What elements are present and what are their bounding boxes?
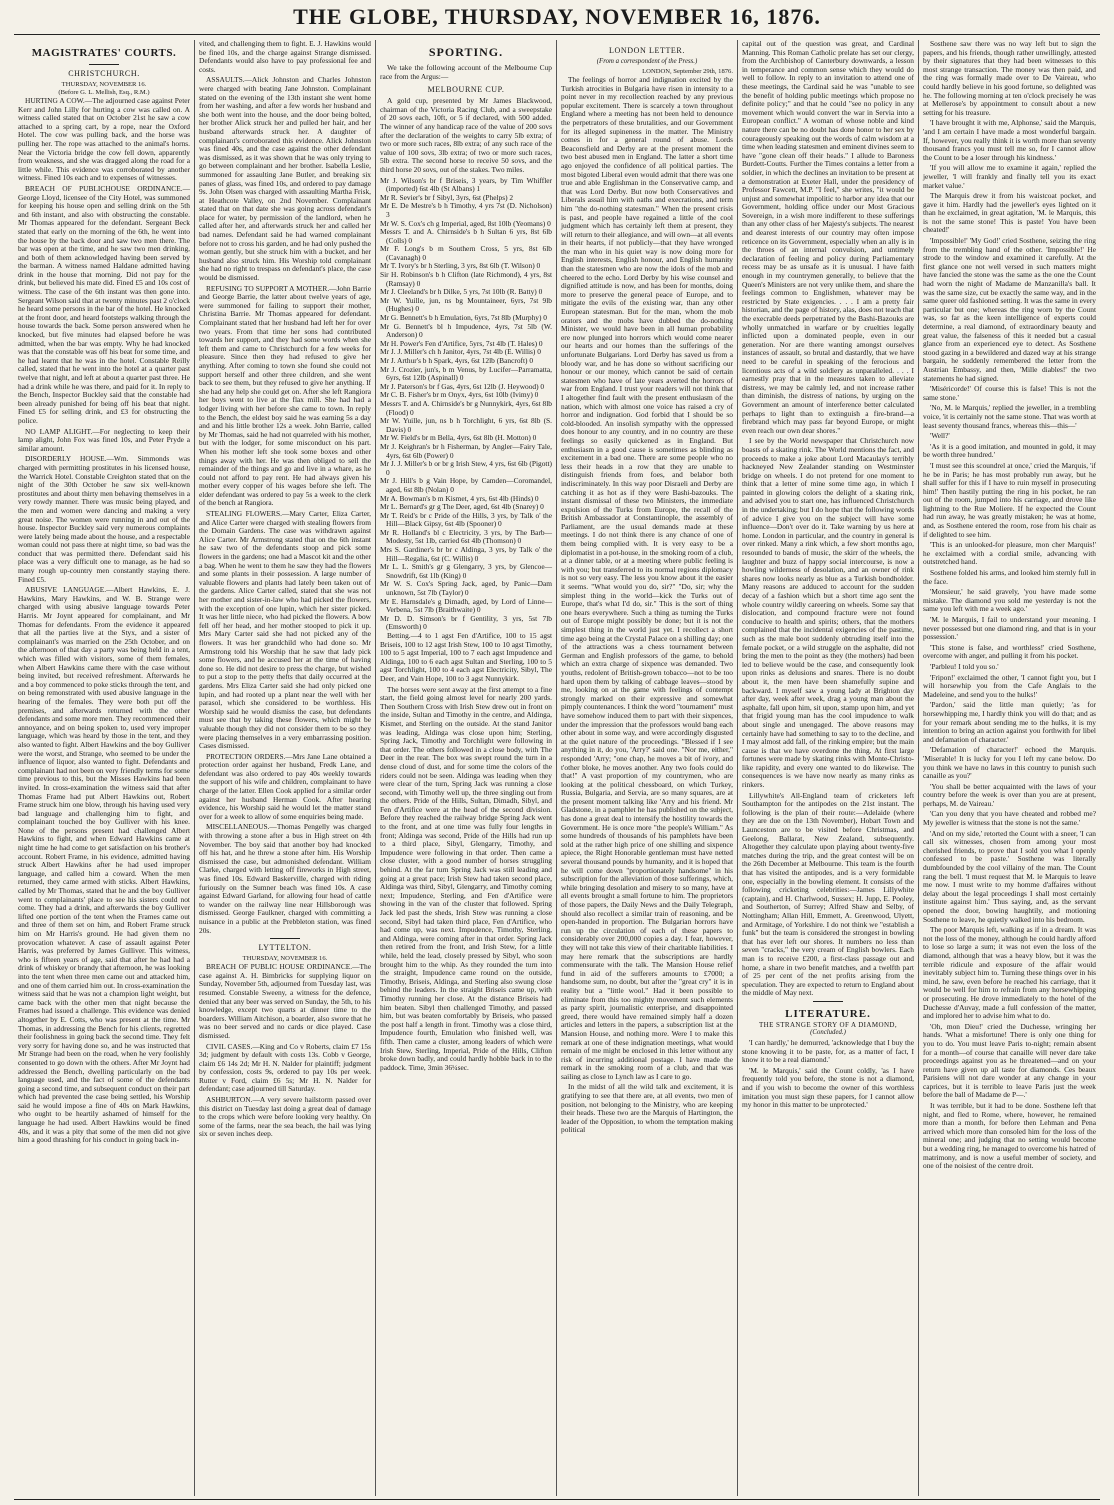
protection-orders-report: PROTECTION ORDERS.—Mrs Jane Lane obtained a protection order against her husband, Fredk Lane, and defendant was also ordered to pay 40s weekly towards the support of his wife and children, complainant to have charge of the latter. Ellen Cook applied for a similar order against her husband Herman Cook. After hearing evidence, his Worship said he would let the matter stand over for a week to allow of some enquiries being made. bbox=[199, 751, 371, 821]
story-paragraph: Sosthene folded his arms, and looked him sternly full in the face. bbox=[923, 568, 1096, 586]
london-letter-dateline: LONDON, September 29th, 1876. bbox=[642, 68, 733, 75]
race-entries-list bbox=[380, 177, 552, 632]
story-paragraph: The Marquis drew it from his waistcoat pocket, and gave it him. Hardly had the jeweller's eyes lighted on it than he exclaimed, in great agitation, 'M. le Marquis, this is not the same stone! This is paste! You have been cheated!' bbox=[923, 191, 1096, 235]
divider bbox=[813, 1001, 843, 1002]
story-paragraph: 'Well?' bbox=[930, 431, 950, 441]
miscellaneous-report: MISCELLANEOUS.—Thomas Pengelly was charged with throwing a stone after a bus in High street on 4th November. The boy said that another boy had knocked off his hat, and he threw a stone after him. His Worship dismissed the case, but admonished defendant. William Clarke, charged with letting off fireworks in High street, was fined 10s. Edward Baskerville, charged with riding furiously on the Sumner beach was fined 10s. A case against Edward Garland, for allowing four head of cattle to wander on the railway line near Hillsborough was dismissed. George Faulkner, charged with committing a nuisance in a public at the Prebbleton station, was fined 20s. bbox=[199, 822, 371, 935]
divider bbox=[270, 938, 300, 939]
lyttelton-breach-report: BREACH OF PUBLIC HOUSE ORDINANCE.—The case against A. H. Bimbricks for supplying liquor on Sunday, November 5th, adjourned from Tuesday last, was resumed. Constable Sweeny, a witness for the defence, denied that any beer was served on Sunday, the 5th, to his knowledge, except two quarts at dinner time to the boarders. William Aitchison, a boarder, also swore that he was no beer served and no cards or dice played. Case dismissed. bbox=[199, 962, 371, 1040]
race-entry: Mr L. Bernard's gr g The Deer, aged, 6st 4lb (Snarey) 0 bbox=[380, 502, 544, 512]
london-letter-body-2: In the midst of all the wild talk and excitement, it is gratifying to see that there are, at all events, two men of position, not belonging to the Ministry, who are keeping their heads. These two are the Marquis of Hartington, the leader of the Opposition, to whom the temptation making political bbox=[561, 1082, 733, 1135]
race-entry: Mr E. Harnsdale's g Dimadh, aged, by Lord of Linne—Verbena, 5st 7lb (Braithwaite) 0 bbox=[380, 596, 552, 615]
race-entry: Mr R. Sevier's br f Sibyl, 3yrs, 6st (Phelps) 2 bbox=[380, 192, 514, 202]
melbourne-cup-heading: MELBOURNE CUP. bbox=[427, 85, 505, 95]
race-entry: Mr T. Reid's br c Pride of the Hills, 3 yrs, by Talk o' the Hill—Black Gipsy, 6st 4lb (Spooner) 0 bbox=[380, 510, 552, 529]
column-6 bbox=[919, 40, 1100, 1496]
race-entry: Mr J. J. Miller's ch h Janitor, 4yrs, 7st 4lb (E. Willis) 0 bbox=[380, 347, 541, 357]
story-paragraph: 'Parbleu! I told you so.' bbox=[930, 661, 999, 671]
story-paragraph: 'I can hardly,' he demurred, 'acknowledge that I buy the stone knowing it to be paste, for, as a matter of fact, I know it to be a real diamond.' bbox=[742, 1038, 914, 1065]
race-entry: Mr G. Bennett's bl h Impudence, 4yrs, 7st 5lb (W. Anderson) 0 bbox=[380, 321, 552, 340]
column-4 bbox=[557, 40, 738, 1496]
publichouse-breach-report: BREACH OF PUBLICHOUSE ORDINANCE.—George Lloyd, licensee of the City Hotel, was summoned for keeping his house open and selling drink on the 5th and 6th instant, and also with obstructing the constable. Mr Thomas appeared for the defendant. Sergeant Beck stated that early on the morning of the 6th, he went into the house by the back door and saw two men there. The bar was open at the time, and he saw two men drinking, and both of them acknowledged having been served by the barman. A witness named Haldane admitted having drink in the house that morning. Did not pay for the drink, but believed his mate did. Fined £5 and 10s cost of witness. The case of the 6th instant was then gone into. Sergeant Wilson said that at twenty minutes past 2 o'clock he heard some persons in the bar of the hotel. He knocked at the front door, and heard footsteps walking through the house towards the back. Some person answered when he knocked, but five minutes had elapsed before he was admitted, when the bar was empty. Why he had knocked was that the constable was off his beat for some time, and he had learnt that he was in the hotel. Constable Reilly called, stated that he went into the hotel at a quarter past twelve that night, and left at about a quarter past three. He had a drink while he was there, and paid for it. In reply to the Bench, Inspector Buckley said that the constable had been already punished for being off his beat that night. Fined £5 for selling drink, and £3 for obstructing the police. bbox=[18, 183, 190, 425]
race-entry: Mr C. B. Fisher's br m Onyx, 4yrs, 6st 10lb (Ivimy) 0 bbox=[380, 390, 539, 400]
story-paragraph: 'Defamation of character!' echoed the Marquis. 'Miserable! It is lucky for you I left my cane below. Do you think we have no laws in this country to punish such canaille as you?' bbox=[923, 745, 1096, 781]
story-paragraph: Sosthene saw there was no way left but to sign the papers, and his friends, though rather unwillingly, attested by their signatures that they had been witnesses to this most strange transaction. The money was then paid, and the ring was formally made over to De Vaireau, who could hardly believe in his good fortune, so delighted was he. The following morning at ten o'clock precisely he was at Mellerose's by appointment to consult about a new setting for his treasure. bbox=[923, 40, 1096, 117]
story-concluded-note: (Concluded.) bbox=[810, 1029, 846, 1037]
disorderly-house-report: DISORDERLY HOUSE.—Wm. Simmonds was charged with permitting prostitutes in his licensed house, the Warrick Hotel. Constable Creighton stated that on the night of the 30th October he saw six well-known prostitutes and about thirty men behaving themselves in a very rowdy manner. There was music being played, and the men and women were dancing and making a very great noise. The women were running in and out of the house. Inspector Buckley said very numerous complaints were lately being made about the house, and a respectable woman could not pass there at night time, so bad was the conduct that was permitted there. Defendant said his place was a very difficult one to manage, as he had so many rough up-country men constantly staying there. Fined £5. bbox=[18, 454, 190, 584]
london-letter-heading: LONDON LETTER. bbox=[609, 46, 685, 55]
story-paragraph: 'No, M. le Marquis,' replied the jeweller, in a trembling voice, 'it is certainly not the same stone. That was worth at least seventy thousand francs, whereas this—this—' bbox=[923, 403, 1096, 430]
story-paragraph: 'As it is a good imitation, and mounted in gold, it may be worth three hundred.' bbox=[923, 441, 1096, 460]
refusing-support-report: REFUSING TO SUPPORT A MOTHER.—John Barrie and George Barrie, the latter about twelve years of age, were summoned for failing to support their mother, Christina Barrie. Mr Thomas appeared for defendant. Complainant stated that her husband had left her for over two years. From that time her sons had contributed towards her support, and they had some words when she left them and came to Christchurch for a few weeks for pleasure. Since then they had refused to give her anything. After coming to town she found she could not support herself and other three children, and she went back to see them, but they refused to give her anything. If she had any help she could get on. After she left Rangiora her boys went to live at the flax mill. She had had a lodger living with her before she came to town. In reply to the Bench, the eldest boy said he was earning 5s a day and and his little brother 12s a week. John Barrie, called by Mr Thomas, said he had not quarreled with his mother, but with the lodger, for some misconduct on his part. When his mother left she took some boxes and other things away with her. He was then obliged to sell the remainder of the things and go and live in a whare, as he could not afford to pay rent. He had always given his mother every copper of his wages before she left. The elder defendant was ordered to pay 5s a week to the clerk of the bench at Rangiora. bbox=[199, 283, 371, 508]
column-1 bbox=[14, 40, 195, 1496]
christchurch-place: CHRISTCHURCH. bbox=[68, 69, 140, 78]
race-entry: Mr W. Yuille, jun, ns b h Torchlight, 6 yrs, 6st 8lb (S. Davis) 0 bbox=[380, 416, 552, 434]
race-entry: Mrs S. Gardiner's br br c Aldinga, 3 yrs, by Talk o' the Hill—Regalia, 6st (C. Willis) 0 bbox=[380, 545, 552, 563]
no-lamp-report: NO LAMP ALIGHT.—For neglecting to keep their lamp alight, John Fox was fined 10s, and Peter Pryde a similar amount. bbox=[18, 426, 190, 453]
bottom-rule bbox=[14, 1499, 1100, 1500]
story-paragraph: 'And on my side,' retorted the Count with a sneer, 'I can call six witnesses, chosen from among your most cherished friends, to prove that I sold you what I openly confessed to be paste.' Sosthene was literally dumbfounded by the cool villainy of the man. The Count rang the bell. 'I must request that M. le Marquis to leave me now. I must write to my homme d'affaires without delay about the legal proceedings I shall most certainly institute against him.' Thus saying, and, as the servant opened the door, bowing haughtily, and motioning Sosthene to leave, he quietly walked into his bedroom. bbox=[923, 828, 1096, 924]
race-entry: Mr H. Power's Fen d'Artifice, 5yrs, 7st 4lb (T. Hales) 0 bbox=[380, 338, 543, 348]
race-entry: Mr W. S. Cox's ch g Imperial, aged, 8st 10lb (Yeomans) 0 bbox=[380, 218, 551, 228]
story-paragraph: 'M. le Marquis,' said the Count coldly, 'as I have frequently told you before, the stone is not a diamond, and if you wish to become the owner of this worthless imitation you must sign these papers, for I cannot allow my honor in this matter to be unprotected.' bbox=[742, 1065, 914, 1110]
race-entry: Mr A. Bowman's b m Kismet, 4 yrs, 6st 4lb (Hinds) 0 bbox=[380, 493, 539, 503]
column-3 bbox=[376, 40, 557, 1496]
lyttelton-place: LYTTELTON. bbox=[258, 943, 312, 953]
race-entry: Mr W. S. Cox's Spring Jack, aged, by Panic—Dam unknown, 5st 7lb (Taylor) 0 bbox=[380, 579, 552, 598]
magistrates-courts-heading: MAGISTRATES' COURTS. bbox=[31, 47, 177, 59]
divider bbox=[89, 64, 119, 65]
ashburton-report: ASHBURTON.—A very severe hailstorm passed over this district on Tuesday last doing a great deal of damage to the crops which were before looking very healthy. On some of the farms, near the sea beach, the hail was lying six or seven inches deep. bbox=[199, 1095, 371, 1139]
assaults-report: ASSAULTS.—Alick Johnston and Charles Johnston were charged with beating Jane Johnston. Complainant stated on the evening of the 13th instant she went home from her washing, and after a few words her husband and she both went into the house, and the door being bolted, her brother Alick struck her and pulled her hair, and her husband afterwards struck her. A daughter of complainant's corroborated this evidence. Alick Johnston was fined 40s, and the case against the other defendant was dismissed, as it was shown that he was only trying to go between complainant and her brother. Isabella Leslie, summoned for assaulting Jane Butler, and breaking six panes of glass, was fined 10s, and ordered to pay damage 9s. John Olsen was charged with assaulting Martha Frisk, at Heathcote Valley, on 2nd November. Complainant stated that on that date she was going across defendant's place for water, by permission of the landlord, when he called after her, and afterwards struck her and called her bad names. Defendant said he had warned complainant before not to cross his garden, and he had only pushed the woman gently, but she struck him with a bucket, and her husband also struck him. His Worship told complainant she had no right to trespass on defendant's place, the case would be dismissed. bbox=[199, 75, 371, 283]
story-paragraph: 'This is an unlooked-for pleasure, mon cher Marquis!' he exclaimed with a cordial smile, advancing with outstretched hand. bbox=[923, 540, 1096, 567]
race-entry: Mr D. D. Simson's br f Gentility, 3 yrs, 5st 7lb (Emsworth) 0 bbox=[380, 613, 552, 632]
race-entry: Mr J. Cleeland's br h Dilke, 5 yrs, 7st 10lb (R. Batty) 0 bbox=[380, 287, 543, 297]
story-paragraph: 'Miséricorde!' Of course this is false! This is not the same stone.' bbox=[923, 384, 1096, 402]
race-entry: Mr W. Yuille, jun, ns bg Mountaineer, 6yrs, 7st 9lb (Hughes) 0 bbox=[380, 295, 552, 314]
story-paragraph: It was terrible, but it had to be done. Sosthene left that night, and fled to Rome, where, however, he remained more than a month, for before then Lehman and Pena arrived which more than consoled him for the loss of the mineral one; and judging that no setting would become but a wedding ring, he managed to overcome his hatred of matrimony, and is now a useful member of society, and one of the noisiest of the centre droit. bbox=[923, 1101, 1096, 1171]
sporting-heading: SPORTING. bbox=[428, 45, 504, 59]
story-paragraph: 'Monsieur,' he said gravely, 'you have made some mistake. The diamond you sold me yesterday is not the same you left with me a week ago.' bbox=[923, 587, 1096, 614]
race-entry: Mr F. Long's b m Southern Cross, 5 yrs, 8st 6lb (Cavanagh) 0 bbox=[380, 244, 552, 262]
masthead-rule bbox=[14, 34, 1100, 35]
race-entry: Mr L. L. Smith's gr g Glengarry, 3 yrs, by Glencoe—Snowdrift, 6st 1lb (King) 0 bbox=[380, 562, 552, 580]
race-entry: Mr T. Ivory's br h Sterling, 3 yrs, 8st 6lb (T. Wilson) 0 bbox=[380, 261, 541, 271]
sporting-intro: We take the following account of the Melbourne Cup race from the Argus:— bbox=[380, 63, 552, 81]
betting-report: Betting.—4 to 1 agst Fen d'Artifice, 100 to 15 agst Briseis, 100 to 12 agst Irish Stew, 100 to 10 agst Timothy, 100 to 5 agst Imperial, 100 to 7 each agst Impudence and Aldinga, 100 to 6 each agst Sultan and Sterling, 100 to 5 agst Torchlight, 100 to 4 each agst Electricity, Sibyl, The Deer, and Vain Hope, 100 to 3 agst Nunnykirk. bbox=[380, 631, 552, 683]
masthead: THE GLOBE, THURSDAY, NOVEMBER 16, 1876. bbox=[293, 4, 821, 29]
story-paragraph: 'Oh, mon Dieu!' cried the Duchesse, wringing her hands. 'What a misfortune! There is only one thing for you to do. You must leave Paris to-night; remain absent for a month—of course that canaille will never dare take proceedings against you as he threatened—and on your return have given up all taste for diamonds. Ces beaux Parisiens will not dare wonder at any change in your caprices, but it is terrible to leave Paris just the week before the ball of Madame de P—.' bbox=[923, 1021, 1096, 1100]
story-paragraph: 'Pardon,' said the little man quietly; 'as for horsewhipping me, I hardly think you will do that; and as for your remark about sending me to the hulks, it is my intention to bring an action against you forthwith for libel and defamation of character.' bbox=[923, 700, 1096, 744]
cup-conditions: A gold cup, presented by Mr James Blackwood, chairman of the Victoria Racing Club, and a sweepstake of 20 sovs each, 10ft, or 5 if declared, with 500 added. The winner of any handicap race of the value of 200 sovs after the declaration of the weights to carry 5lb extra; of two or more such races, 8lb extra; of any such race of the value of 100 sovs, 3lb extra; of two or more such races, 5lb extra. The second horse to receive 50 sovs, and the third horse 20 sovs, out of the stakes. Two miles. bbox=[380, 96, 552, 174]
story-paragraph: 'You shall be better acquainted with the laws of your country before the week is over than you are at present, perhaps, M. de Vaireau.' bbox=[923, 781, 1096, 808]
race-entry: Mr J. Hill's b g Vain Hope, by Camden—Coromandel, aged, 6st 8lb (Nolan) 0 bbox=[380, 476, 552, 494]
race-entry: Messrs T. and A. Chirnside's br g Nunnykirk, 4yrs, 6st 8lb (Flood) 0 bbox=[380, 398, 552, 417]
abusive-language-report: ABUSIVE LANGUAGE.—Albert Hawkins, E. J. Hawkins, Mary Hawkins, and W. B. Strange were charged with using abusive language towards Peter Harris. Mr Joynt appeared for complainant, and Mr Thomas for defendants. From the evidence it appeared that all the parties live at the Styx, and a sister of complainant's was married on the 25th October, and on the afternoon of that day a party was being held in a tent, which was filled with visitors, some of them females, when Albert Hawkins came there with the case without being invited, but received refreshment. Afterwards he and a boy commenced to poke sticks through the tent, and on being remonstrated with used abusive language in the hearing of the females. They were both put off the premises, and afterwards returned with the other defendants and some more men. They recommenced their annoyance, and on being spoken to, used very improper language, which was heard by those in the tent, and they also wanted to fight. Albert Hawkins and the boy Gulliver were the worst, and Strange, who seemed to be under the influence of liquor, also wanted to fight. Defendants and complainant had not been on very friendly terms for some time previous to this, but the Misses Hawkins had been invited. In cross-examination the witness said that after Thomas Frame had put Albert Hawkins out, Robert Frame struck him one blow, through his having used very bad language and challenging him to fight, and complainant touched the boy Gulliver with his knee. None of the persons present had challenged Albert Hawkins to fight, and when Edward Hawkins came at night time he had come to get satisfaction on his brother's account. Robert Frame, in his evidence, admitted having struck Albert Hawkins after he had used improper language, and called him a coward. When the men returned, they came armed with sticks. Albert Hawkins, called by Mr Thomas, stated that he and the boy Gulliver went to complainants' place to see his sisters could not come. They had a drink, and afterwards the boy Gulliver lifted one portion of the tent when the Frames came out and three of them set on him, and Robert Frame struck him on Mr Harris's ground. He had given them no provocation whatever. A case of assault against Peter Harris, was preferred by James Gulliver. This witness, who is fifteen years of age, said that after he had had a drink of whiskey or brandy that afternoon, he was looking into the tent when three men came out and attacked him, and one of them carried him out. In cross-examination the witness said that he was not a champion light weight, but came back with the other men that night because the Frames had issued a challenge. This evidence was denied altogether by E. Cotts, who was present at the time. Mr Thomas, in addressing the Bench for his clients, regretted their foolishness in going back the second time. They felt very sorry for having done so, and he was instructed that Mr Strange had been on the road, when he very foolishly consented to go down with the others. After Mr Joynt had addressed the Bench, dwelling particularly on the bad language used, and the fact of some of the defendants going a second time, and subsequent conduct on their part which had prevented the case being settled, his Worship said he would impose a fine of 40s on Mark Hawkins, who ought to be heartily ashamed of himself for the language he had used. Albert Hawkins would be fined 40s, and it was a pity that some of the men did not give him a good thrashing for his conduct in going back in- bbox=[18, 585, 190, 1145]
race-entry: Mr E. De Mestre's b h Timothy, 4 yrs 7st (D. Nicholson) 3 bbox=[380, 201, 552, 219]
lyttelton-dateline: THURSDAY, NOVEMBER 16. bbox=[242, 955, 328, 963]
story-paragraph: 'This stone is false, and worthless!' cried Sosthene, overcome with anger, and pulling it from his pocket. bbox=[923, 642, 1096, 661]
london-letter-body: The feelings of horror and indignation excited by the Turkish atrocities in Bulgaria have risen in intensity to a point never in my recollection reached by any previous popular excitement. There is scarcely a town throughout England where a meeting has not been held to denounce the perpetrators of these brutalities, and our Government for its alleged supineness in the matter. The Ministry comes in for a general round of abuse. Lords Beaconsfield and Derby are at the present moment the two best abused men in England. The latter a short time ago enjoyed the confidence of all political parties. The most bigoted Liberal even would admit that there was one true and able Englishman in the Conservative camp, and that was Lord Derby. But now both Conservatives and Liberals assail him with oaths and execrations, and term him "the do-nothing statesman." When the present crisis is past, and people have regained a little of the cool judgment which has certainly left them at present, they will return to their allegiance, and will own—at all events in their hearts, if not publicly—that they have wronged the man who in his quiet way is now doing more for English interests, English honour, and English humanity than the statesmen who are now the idols of the mob and cheered to the echo. Lord Derby by his wise counsel and dignified attitude is now, and has been for months, doing more to preserve the general peace of Europe, and to mitigate the evils of the existing war, than any other European statesman. But for the man, whom the mob orators and the mobs have dubbed the do-nothing Minister, we would have been in all human probability ere now plunged into horrors which would come nearer our hearts and our homes than the sufferings of the unfortunate Bulgarians. Lord Derby has saved us from a bloody war, and he has done so without sacrificing our honour or our money, which cannot be said of certain statesmen who have of late years averted the horrors of war from England. I trust your readers will not think that I altogether find fault with the present enthusiasm of the nation, which with almost one voice has raised a cry of horror and indignation. God forbid that I should be so cold-blooded. An insolish sympathy with the oppressed does honour to any country, and in no country are these feelings so easily quickened as in England. But enthusiasm in a good cause is sometimes as blinding as excitement in a bad one. There are some people who no less their heads in a row that they are unable to distinguish friends from foes, and belabor both indiscriminately. In this way poor Disraeli and Derby are catching it as hot as if they were Bashi-bazouks. The instant dismissal of these two Ministers, the immediate expulsion of the Turks from Europe, the recall of the British Ambassador at Constantinople, the assembly of Parliament, are the usual demands made at these meetings. I do not think there is any chance of one of them being complied with. It is very easy to be a diplomatist in a pot-house, in the smoking room of a club, at a dinner table, or at a meeting where public feeling is with you; but transferred to its normal regions diplomacy is not so very easy. The less you know about it the easier it seems. "What would you do, sir?" "Do, sir; why the simplest thing in the world—kick the Turks out of Europe, that's what I'd do, sir." This is the sort of thing one hears everywhere. Such a thing as turning the Turks out of Europe might possibly be done; but it is not the simplest thing in the world just yet. I recollect a short time ago being at the Crystal Palace on a shilling day; one of the attractions was a chess tournament between German and English professors of the game, to behold which an extra charge of sixpence was demanded. Two youths, redolent of British-grown tobacco—not to be too hard upon them by talking of cabbage leaves—stood by me, looking on at the game with feelings of contempt strongly marked on their expressive and somewhat pimply countenances. I think the word "tournament" must have somehow induced them to part with their sixpences, under the impression that the professors would bang each other about in some way, and were accordingly disgusted at the quiet nature of the proceedings. "Blessed if I see anything in it, do you, 'Arry?' said one. "Nor me, either," responded 'Arry; "one chap, he moves a bit of ivory, and t'other bloke, he moves another. Any two fools could do that!" A vast proportion of my countrymen, who are looking at the political chessboard, on which Turkey, Russia, Bulgaria, and Servia, are so many squares, are at the present moment talking like 'Arry and his friend. Mr Gladstone, in a pamphlet he has published on the subject, has done a great deal to intensify the hostility towards the Government. He is once more "the people's William." As some hundreds of thousands of his pamphlets have been sold at the rather high price of one shilling and sixpence apiece, the Right Honorable gentleman must have netted several thousand pounds by humanity, and it is hoped that he will come down "proportionately handsome" in his subscription for the alleviation of those sufferings, which, while bringing desolation and misery to so many, have at all events brought a small fortune to him. The proprietors of those papers, the Daily News and the Daily Telegraph, should also recollect a similar train of reasoning, and be open-handed in proportion. The Bulgarian horrors have run up the circulation of each of these papers to considerably over 200,000 copies a day. I fear, however, they will not take this view of their charitable liabilities. I may here remark that the subscriptions are hardly commensurate with the talk. The Mansion House relief fund in aid of the sufferers amounts to £7000; a handsome sum, no doubt, but after the "great cry" it is in reality but a "little wool." Had it been possible to eliminate from this too mighty movement such elements as party spirit, journalistic enterprise, and disappointed greed, there would have remained simply half a dozen articles and letters in the papers, a subscription list at the Mansion House, and nothing more. Were I to make this remark at one of these indignation meetings, what would remain of me might be enclosed in this letter without any risk of incurring additional postage. I have made the remark in the smoking room of a club, and that was sailing as close to Lynch law as I care to go. bbox=[561, 75, 733, 1081]
story-paragraph: 'Impossible!' 'My God!' cried Sosthene, seizing the ring from the trembling hand of the other. 'Impossible!' He strode to the window and examined it carefully. At the first glance one not well versed in such matters might have fancied the stone was the same as the one the Count had worn the night of Madame de Manzanilla's ball. It was the same size, cut be exactly the same way, and in the same queer old fashioned setting. It was the same in every particular but one; whereas the ring worn by the Count was, so far as the keen intelligence of experts could determine, a real diamond, of extraordinary beauty and great value, the falseness of this it needed but a casual glance from an experienced eye to detect. As Sosthene stood gazing in a bewildered and dazed way at his strange bargain, he suddenly remembered the letter from the Austrian Embassy, and then, 'Mille diables!' the two statements he had signed. bbox=[923, 236, 1096, 383]
column-2 bbox=[195, 40, 376, 1496]
race-entry: Mr J. J. Miller's b or br g Irish Stew, 4 yrs, 6st 6lb (Pigott) 0 bbox=[380, 459, 552, 477]
london-letter-continued: capital out of the question was great, and Cardinal Manning. This Roman Catholic prelate has set our clergy, from the Archbishop of Canterbury downwards, a lesson in temperance and common sense which they would do well to follow. In reply to an invitation to attend one of these meetings, the Cardinal said he was "unable to see the benefit of holding public meetings which propose no definite policy;" and that he could "see no policy in any movement which would convert the war in Servia into a European conflict." A woman of whose noble and kind nature there can be no doubt has done honor to her sex by courageously speaking out the words of calm wisdom at a time when leading statesmen and eminent divines seem to have "gone clean off their heads." I allude to Baroness Burdett-Coutts. Further the Times contains a letter from a soldier, in which the declines an invitation to be present at a demonstration at Exeter Hall, under the presidency of Professor Fawcett, M.P. "I feel," she writes, "it would be unjust and somewhat impolitic to harbor any idea that our Government, holding office under our Most Gracious Sovereign, in a wish more indifferent to these sufferings than any other class of her Majesty's subjects. The nearest and dearest interests of our country may often impose reticence on its Government, especially when an ally is in the throes of an internal convulsion, and untimely declaration of feeling and policy during Parliamentary recess may be as unsafe as it is unusual. I have faith enough in my countrymen generally, to believe that the Queen's Ministers are not very unlike them, and share the feelings common to Englishmen, whatever may be restricted by State exigencies. . . . I am a pretty fair historian, and the page of history, alas, does not teach that the execrable deeds perpetrated by the Bashi-Bazouks are wholly unmatched in warfare or by cruelties legally inflicted upon a dominated people, even in our generation. Nor are there wanting amongst ourselves instances of assault, so brutal and dastardly, that we have need to be careful in speaking of the ferocious and licentious acts of a wild soldiery as unparalleled. . . . I earnestly pray that in the measures taken to alleviate distress, we may be calmly led, and not increase rather than diminish, the distress of nations, by urging on the Government an amount of interference better calculated perhaps to light than to extinguish a fire-brand—a firebrand which may pass far beyond Europe, or might even reach our own dear shores." bbox=[742, 40, 914, 435]
page-columns bbox=[14, 40, 1100, 1496]
civil-cases-report: CIVIL CASES.—King and Co v Roberts, claim £7 15s 3d; judgment by default with costs 13s. Cobb v George, claim £6 14s 2d; Mr H. N. Nalder for plaintiff; judgment by confession, costs 9s, ordered to pay 10s per week. Rutter v Ford, claim £6 5s; Mr H. N. Nalder for defendant; case adjourned till Saturday. bbox=[199, 1041, 371, 1094]
story-paragraph: 'I must see this scoundrel at once,' cried the Marquis, 'if he be in Paris; he has most probably run away, but he shall suffer for this if I have to ruin myself in prosecuting him!' Then hastily putting the ring in his pocket, he ran out of the room, jumped into his carriage, and drove like lightning to the Rue Moliere. If he expected the Count had run away, he was greatly mistaken; he was at home, and, as Sosthene entered the room, rose from his chair as if delighted to see him. bbox=[923, 460, 1096, 539]
race-description: The horses were sent away at the first attempt to a fine start, the field going almost level for nearly 200 yards. Then Southern Cross with Irish Stew drew out in front on the inside, Sultan and Timothy in the centre, and Aldinga, Kismet, and Sterling on the outside. At the stand Janitor was leading, Aldinga was close upon him; Sterling, Spring Jack, Timothy and Torchlight were following in that order. The others followed in a close body, with The Deer in the rear. The box was swept round the turn in a dense cloud of dust, and for some time the colors of the riders could not be seen. Aldinga was leading when they were clear of the turn, Spring Jack was running a close second, with Timothy well up, the three singling out from the others. Pride of the Hills, Sultan, Dimadh, Sibyl, and Fen d'Artifice were at the head of the second division. Before they reached the railway bridge Spring Jack went to the front, and at one time was fully four lengths in front; Aldinga was second, Pride of the Hills had run up to a third place, Sibyl, Glengarry, Timothy, and Impudence were following in that order. Then came a close cluster, with a good number of horses struggling behind. At the far turn Spring Jack was still leading and going at a great pace; Irish Stew had taken second place, Aldinga was third, Sibyl, Glengarry, and Timothy coming next; Impudence, Sterling, and Fen d'Artifice were showing in the van of the cluster that followed. Spring Jack led past the sheds, Irish Stew was running a close second, Sibyl had taken third place, Fen d'Artifice, who had come up, was next. Impudence, Timothy, Sterling, and Aldinga, were coming after in that order. Spring Jack then retired from the front, and Irish Stew, for a little while, held the lead, closely pressed by Sibyl, who soon brought him to the whip. As they rounded the turn into the straight, Impudence came round on the outside, Timothy, Briseis, Aldinga, and Sterling also swung close behind the leaders. In the straight Briseis came up, with Timothy running her close. At the distance Briseis had him beaten. Sibyl then challenged Timothy, and passed him, but was beaten comfortably by Briseis, who passed the post half a length in front. Timothy was a close third, Impudence fourth, Emulation who finished well, was fifth. Then came a cluster, among leaders of which were Irish Stew, Sterling, Imperial, Pride of the Hills, Clifton broke down badly, and could hardly hobble back in to the paddock. Time, 3min 36¼sec. bbox=[380, 684, 552, 1072]
skating-rink-paragraph: I see by the World newspaper that Christchurch now boasts of a skating rink. The World mentions the fact, and proceeds to make a joke about Lord Macaulay's terribly hackneyed New Zealander standing on Westminster bridge on wheels. I do not pretend for one moment to think that a letter of mine some time ago, in which I painted in glowing colors the delight of a skating rink, and advised you to start one, has influenced Christchurch in the undertaking; but I do hope that the following words of advice I give you on the subject will have some influence—Don't over do it. Take warning by us here at home. London in particular, and the country in general is over rinked. Many a rink which, a few short months ago, resounded to bands of music, the skirr of the wheels, the laughter and buzz of happy social intercourse, is now a howling wilderness of desolation, and an owner of rink shares now looks nearly as blue as a Turkish bondholder. Many reasons are adduced to account for the sudden decay of a fashion which but a short time ago sent the whole country wildly careering on wheels. Some say that dislocation, and compound fracture were not found conducive to health and spirits; others, that the mothers complained that the incidental exigencies of the pastime, such as the male boot suddenly obtruding itself into the female pocket, or a wild struggle on the asphalte, did not bring the men to the point as they (the mothers) had been led to believe would be the case, and consequently look upon rinks as delusions and snares. There is no doubt about it, the men have been shamefully supine and backward. I myself saw a young lady at Brighton day after day, week after week, drag a young man about the asphalte, fall upon him, sit upon, stamp upon him, and yet that frigid young man has the cool impudence to walk about single and unengaged. The above reasons may certainly have had something to say to to the decline, and I may almost add fall, of the rinking empire; but the main cause is that we have overdone the thing. At first large fortunes were made by skating rinks with Monte-Christo-like rapidity, and every one wanted to do likewise. The consequences is we have now nearly as many rinks as rinkers. bbox=[742, 436, 914, 790]
race-entry: Mr R. Holland's bl c Electricity, 3 yrs, by The Barb—Modesty, 5st 1lb, carried 6st 4lb (Thomson) 0 bbox=[380, 527, 552, 546]
story-paragraph: 'Fripon!' exclaimed the other, 'I cannot fight you, but I will horsewhip you from the Cafe Anglais to the Madeleine, and send you to the hulks!' bbox=[923, 672, 1096, 699]
race-entry: Messrs T. and A. Chirnside's b h Sultan 6 yrs, 8st 6lb (Colls) 0 bbox=[380, 227, 552, 245]
abusive-language-continued: vited, and challenging them to fight. E. J. Hawkins would be fined 10s, and the charge against Strange dismissed. Defendants would also have to pay professional fee and costs. bbox=[199, 40, 371, 74]
race-entry: Mr J. Keighran's br h Fisherman, by Angler—Fairy Tale, 4yrs, 6st 6lb (Power) 0 bbox=[380, 441, 552, 460]
story-paragraph: 'I have brought it with me, Alphonse,' said the Marquis, 'and I am certain I have made a most wonderful bargain. If, however, you really think it is worth more than seventy thousand francs you must tell me so, for I cannot allow the Count to be a loser through his kindness.' bbox=[923, 118, 1096, 162]
story-paragraph: 'Can you deny that you have cheated and robbed me? My jeweller is witness that the stone is not the same.' bbox=[923, 809, 1096, 828]
story-paragraph: 'If you will allow me to examine it again,' replied the jeweller, 'I will frankly and finally tell you its exact market value.' bbox=[923, 163, 1096, 190]
story-paragraph: 'M. le Marquis, I fail to understand your meaning. I never possessed but one diamond ring, and that is in your possession.' bbox=[923, 615, 1096, 642]
race-entry: Mr J. Crozier, jun's, b m Venus, by Lucifer—Parramatta, 6yrs, 6st 12lb (Aspinall) 0 bbox=[380, 364, 552, 383]
race-entry: Mr J. Paterson's br f Gas, 4yrs, 6st 12lb (J. Heywood) 0 bbox=[380, 381, 545, 391]
literature-heading: LITERATURE. bbox=[785, 1007, 871, 1020]
court-dateline: THURSDAY, NOVEMBER 16. bbox=[61, 81, 147, 88]
story-paragraph: The poor Marquis left, walking as if in a dream. It was not the loss of the money, although he could hardly afford to lose so large a sum; it was not even the loss of the diamond, although that was a heavy blow, but it was the terrible ridicule and exposure of the affair would inevitably subject him to. Turning these things over in his mind, he saw, even before he reached his carriage, that it would be well for him to refrain from any horsewhipping or prosecuting. He drove immediately to the hotel of the Duchesse d'Auvay, made a full confession of the matter, and implored her to advise him what to do. bbox=[923, 925, 1096, 1021]
cricket-team-paragraph: Lillywhite's All-England team of cricketers left Southampton for the antipodes on the 21st instant. The following is the plan of their route:—Adelaide (where they are due on the 13th November), Hobart Town and Launceston are to be visited before Christmas, and Geelong, Ballarat, New Zealand, subsequently. Altogether they calculate upon playing about twenty-five matches during the trip, and the great contest will be on the 26th December at Melbourne. This team is the fourth that has visited the antipodes, and is a very formidable one, especially in the bowling element. It consists of the following cricketing celebrities:—James Lillywhite (captain), and H. Charlwood, Sussex; H. Jupp, E. Pooley, and Southerton, of Surrey; Alfred Shaw and Selby, of Nottingham; Allan Hill, Emmett, A. Greenwood, Ulyett, and Armitage, of Yorkshire. I do not think we "establish a funk" but the team is considered the strongest in bowling that has ever left our shores. It numbers no less than seven "cracks," the very cream of English bowlers. Each man is to receive £200, a first-class passage out and home, a share in two benefit matches, and a twelfth part of 25 per cent of the net profits arising from the speculation. They are expected to return to England about the middle of May next. bbox=[742, 790, 914, 998]
london-letter-source: (From a correspondent of the Press.) bbox=[596, 58, 698, 65]
story-title: THE STRANGE STORY OF A DIAMOND, bbox=[758, 1020, 898, 1029]
race-entry: Mr G. Bennett's b h Emulation, 6yrs, 7st 8lb (Murphy) 0 bbox=[380, 313, 547, 323]
race-entry: Mr J. Wilson's br f Briseis, 3 years, by Tim Whiffler (imported) 6st 4lb (St Albans) 1 bbox=[380, 175, 552, 194]
column-5 bbox=[738, 40, 919, 1496]
race-entry: Mr J. Arthur's b h Spark, 4yrs, 6st 12lb (Bancroft) 0 bbox=[380, 356, 534, 365]
stealing-flowers-report: STEALING FLOWERS.—Mary Carter, Eliza Carter, and Alice Carter were charged with stealing flowers from the Domain Gardens. The case was withdrawn against Alice Carter. Mr Armstrong stated that on the 6th instant he saw two of the defendants stoop and pick some flowers in the gardens; one had a Mascot kit and the other a bag. When he went to them he saw they had the flowers and some plants in their possession. A large number of valuable flowers and plants had lately been taken out of the gardens. Alice Carter called, stated that she was not her mother and sister-in-law who had picked the flowers, with the exception of one lupin, which her sister picked. It was her little niece, who had picked the flowers. A bow fell off her head, and her mother stooped to pick it up. Mrs Mary Carter said she had not picked any of the flowers. It was her grandchild who had done so. Mr Armstrong told his Worship that he saw that lady pick some flowers, and he accused her at the time of having done so. He did not desire to press the charge, but wished to put a stop to the petty thefts that daily occurred at the gardens. Mrs Eliza Carter said she had only picked one lupin, and had rooted up a plant near the well with her parasol, which she considered to be worthless. His Worship said he would dismiss the case, but defendants must see that by taking these flowers, which might be valuable though they did not consider them to be so they were placing themselves in a very embarrassing position. Cases dismissed. bbox=[199, 509, 371, 751]
court-bench: (Before G. L. Mellish, Esq., R.M.) bbox=[58, 89, 150, 96]
race-entry: Mr W. Field's br m Bella, 4yrs, 6st 8lb (H. Motton) 0 bbox=[380, 433, 537, 443]
hurting-a-cow-report: HURTING A COW.—The adjourned case against Peter Kerr and John Lilly for hurting a cow was called on. A witness called stated that on October 21st he saw a cow attached to a spring cart, by a rope, near the Oxford Hotel. The cow was pulling back, and the horse was pulling her. The rope was attached to the animal's horns. Near the Victoria bridge the cow fell down, apparently from weakness, and she was dragged along the road for a little while. This evidence was corroborated by another witness. Fined 10s each and to expenses of witnesses. bbox=[18, 96, 190, 183]
race-entry: Sir H. Robinson's b h Clifton (late Richmond), 4 yrs, 8st (Ramsay) 0 bbox=[380, 270, 552, 288]
